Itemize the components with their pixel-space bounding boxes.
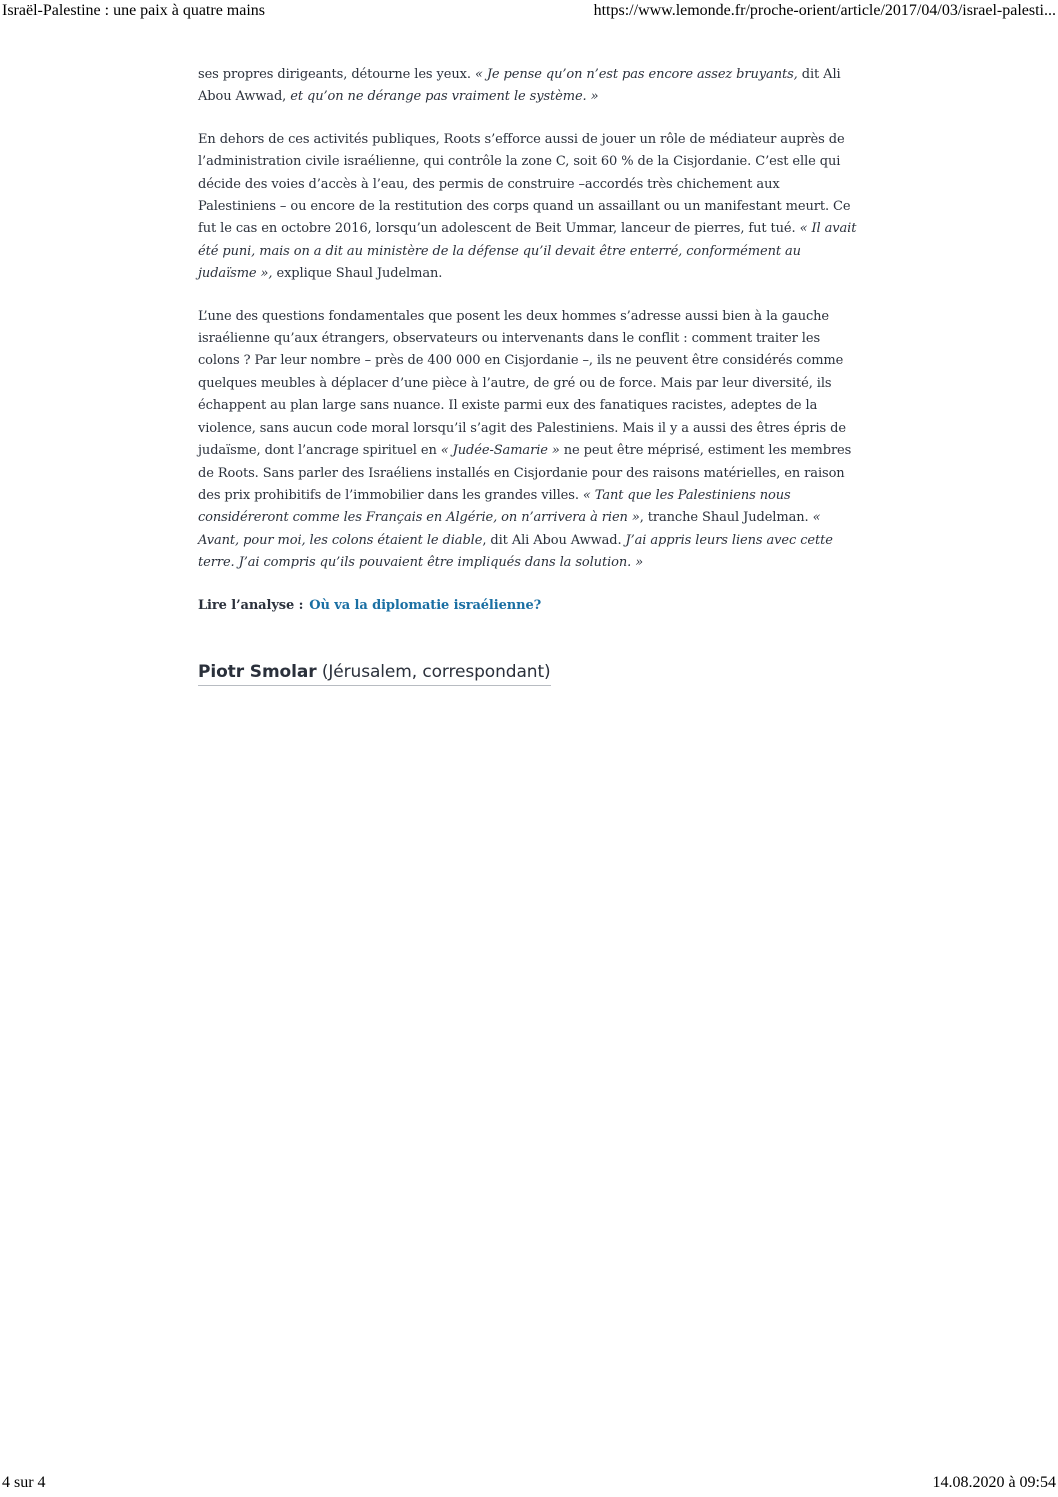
author-role: (Jérusalem, correspondant) <box>321 661 551 682</box>
read-also-label: Lire l’analyse : <box>198 597 304 613</box>
print-datetime: 14.08.2020 à 09:54 <box>932 1474 1056 1491</box>
quote: « Tant que les Palestiniens nous considéreront comme les Français en Algérie, on n’arrivera à rien » <box>198 487 791 526</box>
text: L’une des questions fondamentales que posent les deux hommes s’adresse aussi bien à la gauche israélienne qu’aux étrangers, observateurs ou intervenants dans le conflit : comment traiter les colons ? Par leur nombre – près de 400 000 en Cisjordanie –, ils ne peuvent être considérés comme quelques meubles à déplacer d’une pièce à l’autre, de gré ou de force. Mais par leur diversité, ils échappent au plan large sans nuance. Il existe parmi eux des fanatiques racistes, adeptes de la violence, sans aucun code moral lorsqu’il s’agit des Palestiniens. Mais il y a aussi des êtres épris de judaïsme, dont l’ancrage spirituel en <box>198 308 846 459</box>
paragraph-1 <box>198 64 860 109</box>
article-body <box>198 64 860 686</box>
text: explique Shaul Judelman. <box>272 266 443 282</box>
read-also <box>198 595 860 617</box>
quote: « Judée-Samarie » <box>440 443 560 459</box>
text: , tranche Shaul Judelman. <box>639 510 813 526</box>
print-header <box>0 2 1058 20</box>
page-url: https://www.lemonde.fr/proche-orient/article/2017/04/03/israel-palesti... <box>593 2 1056 19</box>
quote: et qu’on ne dérange pas vraiment le système. » <box>290 89 599 105</box>
print-footer <box>0 1474 1058 1492</box>
paragraph-3 <box>198 306 860 575</box>
page-title: Israël-Palestine : une paix à quatre mains <box>2 2 266 19</box>
quote: « Il avait été puni, mais on a dit au ministère de la défense qu’il devait être enterré, conformément au judaïsme », <box>198 221 857 282</box>
quote: « Avant, pour moi, les colons étaient le diable <box>198 510 821 548</box>
text: dit Ali Abou Awwad, <box>198 67 841 105</box>
text: En dehors de ces activités publiques, Roots s’efforce aussi de jouer un rôle de médiateur auprès de l’administration civile israélienne, qui contrôle la zone C, soit 60 % de la Cisjordanie. C’est elle qui décide des voies d’accès à l’eau, des permis de construire –accordés très chichement aux Palestiniens – ou encore de la restitution des corps quand un assaillant ou un manifestant meurt. Ce fut le cas en octobre 2016, lorsqu’un adolescent de Beit Ummar, lanceur de pierres, fut tué. <box>198 131 851 237</box>
author-name: Piotr Smolar <box>198 661 317 682</box>
text: ne peut être méprisé, estiment les membres de Roots. Sans parler des Israéliens installés en Cisjordanie pour des raisons matérielles, en raison des prix prohibitifs de l’immobilier dans les grandes villes. <box>198 443 852 503</box>
author-byline[interactable] <box>198 661 551 686</box>
quote: « Je pense qu’on n’est pas encore assez bruyants, <box>474 67 798 82</box>
text: , dit Ali Abou Awwad. <box>482 532 626 548</box>
page-number: 4 sur 4 <box>2 1474 46 1491</box>
read-also-link[interactable]: Où va la diplomatie israélienne? <box>309 597 542 613</box>
quote: J’ai appris leurs liens avec cette terre. J’ai compris qu’ils pouvaient être impliqués dans la solution. » <box>198 532 833 571</box>
paragraph-2 <box>198 129 860 286</box>
text: ses propres dirigeants, détourne les yeux. <box>198 67 475 82</box>
